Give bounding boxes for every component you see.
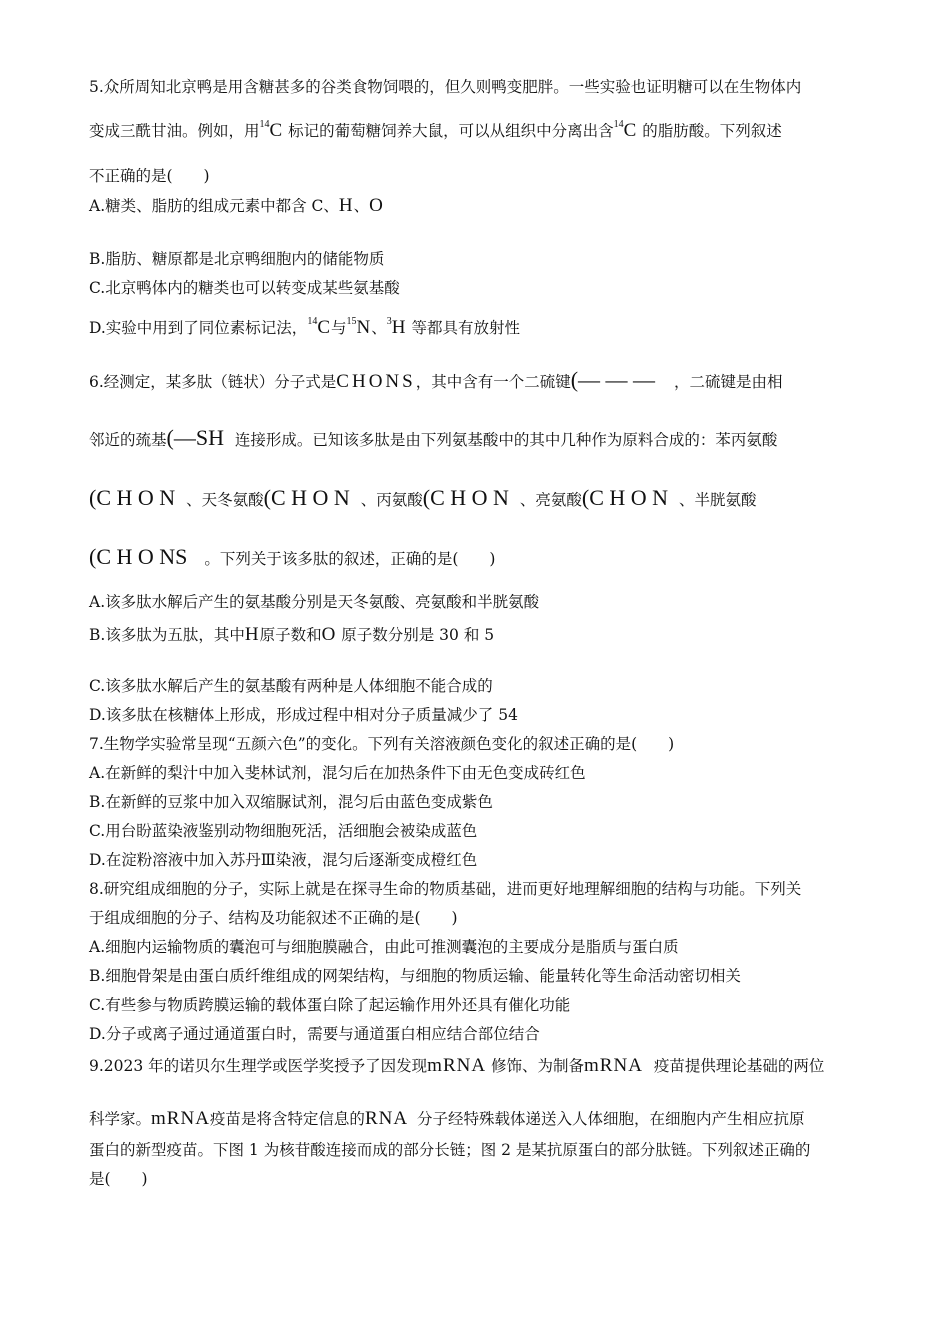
q9-stem-line-3: 蛋白的新型疫苗。下图 1 为核苷酸连接而成的部分长链；图 2 是某抗原蛋白的部分肽链。下列叙述正确的 [89, 1141, 811, 1159]
q5-option-d: D.实验中用到了同位素标记法，$^{14}$C与$^{15}$N、$^3$H 等都具有放射性 [89, 316, 520, 338]
q6-stem-line-2: 邻近的巯基(—SH 连接形成。已知该多肽是由下列氨基酸中的其中几种作为原料合成的：苯丙氨酸 [89, 425, 778, 450]
q8-stem-line-2: 于组成细胞的分子、结构及功能叙述不正确的是( ) [89, 909, 458, 927]
q6-option-a: A.该多肽水解后产生的氨基酸分别是天冬氨酸、亮氨酸和半胱氨酸 [89, 593, 540, 611]
q8-stem-line-1: 8.研究组成细胞的分子，实际上就是在探寻生命的物质基础，进而更好地理解细胞的结构与功能。下列关 [89, 880, 802, 898]
q9-stem-line-1: 9.2023 年的诺贝尔生理学或医学奖授予了因发现mRNA 修饰、为制备mRNA 疫苗提供理论基础的两位 [89, 1055, 825, 1076]
q5-option-a: A.糖类、脂肪的组成元素中都含 C、H、O [89, 195, 384, 216]
q5-stem-line-2: 变成三酰甘油。例如，用$^{14}$C 标记的葡萄糖饲养大鼠，可以从组织中分离出含$^{14}$C 的脂肪酸。下列叙述 [89, 119, 782, 141]
q6-option-c: C.该多肽水解后产生的氨基酸有两种是人体细胞不能合成的 [89, 677, 493, 695]
q8-option-d: D.分子或离子通过通道蛋白时，需要与通道蛋白相应结合部位结合 [89, 1025, 540, 1043]
q8-option-a: A.细胞内运输物质的囊泡可与细胞膜融合，由此可推测囊泡的主要成分是脂质与蛋白质 [89, 938, 679, 956]
q8-option-c: C.有些参与物质跨膜运输的载体蛋白除了起运输作用外还具有催化功能 [89, 996, 571, 1014]
q7-option-a: A.在新鲜的梨汁中加入斐林试剂，混匀后在加热条件下由无色变成砖红色 [89, 764, 586, 782]
q5-option-b: B.脂肪、糖原都是北京鸭细胞内的储能物质 [89, 250, 385, 268]
q6-option-d: D.该多肽在核糖体上形成，形成过程中相对分子质量减少了 54 [89, 706, 518, 724]
q9-stem-line-2: 科学家。mRNA疫苗是将含特定信息的RNA 分子经特殊载体递送入人体细胞，在细胞内产生相应抗原 [89, 1108, 805, 1129]
q6-amino-acid-list: (C H O N 、天冬氨酸(C H O N 、丙氨酸(C H O N 、亮氨酸(C H O N 、半胱氨酸 [89, 485, 757, 510]
q9-stem-line-4: 是( ) [89, 1170, 148, 1188]
q6-stem-line-4: (C H O NS 。下列关于该多肽的叙述，正确的是( ) [89, 544, 496, 569]
q7-option-b: B.在新鲜的豆浆中加入双缩脲试剂，混匀后由蓝色变成紫色 [89, 793, 493, 811]
q7-stem: 7.生物学实验常呈现“五颜六色”的变化。下列有关溶液颜色变化的叙述正确的是( ) [89, 735, 675, 753]
q5-stem-line-1: 5.众所周知北京鸭是用含糖甚多的谷类食物饲喂的，但久则鸭变肥胖。一些实验也证明糖可以在生物体内 [89, 78, 802, 96]
q5-option-c: C.北京鸭体内的糖类也可以转变成某些氨基酸 [89, 279, 400, 297]
q5-stem-line-3: 不正确的是( ) [89, 167, 210, 185]
q8-option-b: B.细胞骨架是由蛋白质纤维组成的网架结构，与细胞的物质运输、能量转化等生命活动密切相关 [89, 967, 741, 985]
q6-stem-line-1: 6.经测定，某多肽（链状）分子式是CHONS，其中含有一个二硫键(— — — ，二硫键是由相 [89, 367, 783, 392]
q6-option-b: B.该多肽为五肽，其中H原子数和O 原子数分别是 30 和 5 [89, 624, 495, 645]
q7-option-d: D.在淀粉溶液中加入苏丹Ⅲ染液，混匀后逐渐变成橙红色 [89, 851, 478, 869]
q7-option-c: C.用台盼蓝染液鉴别动物细胞死活，活细胞会被染成蓝色 [89, 822, 478, 840]
